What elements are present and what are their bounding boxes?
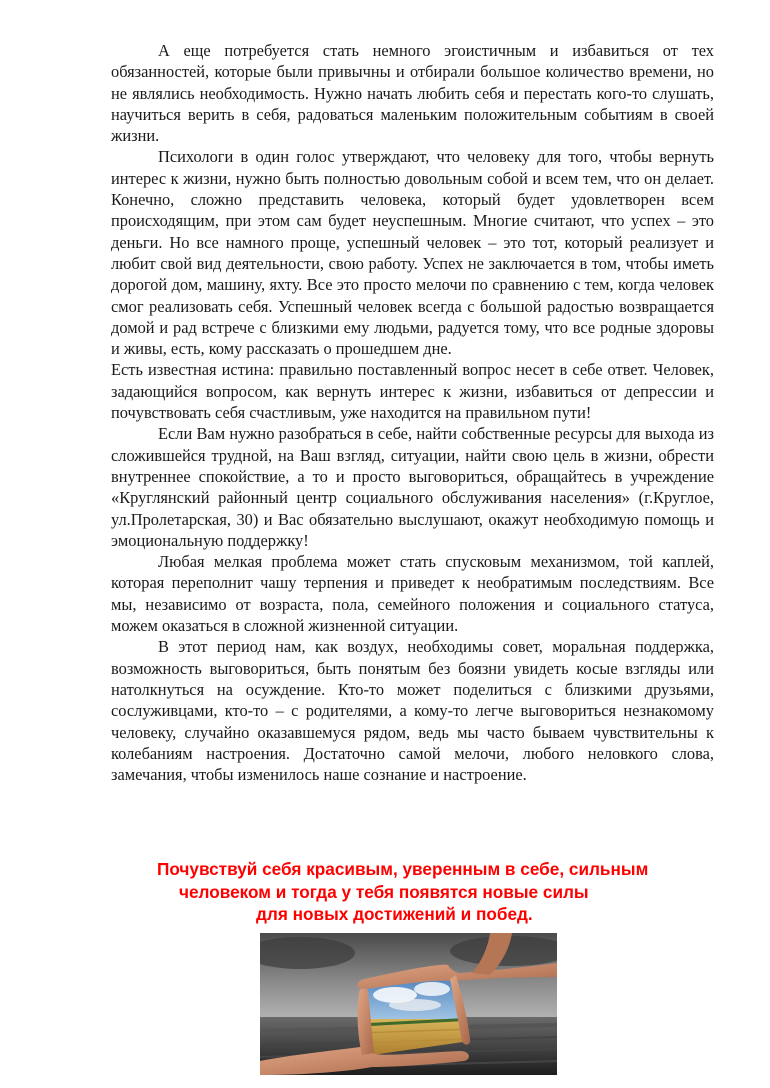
hands-frame-photo <box>260 933 557 1075</box>
paragraph-5: Любая мелкая проблема может стать спусковым механизмом, той каплей, которая переполнит чашу терпения и приведет к необратимым последствиям. Все мы, независимо от возраста, пола, семейного положения и социального статуса, можем оказаться в сложной жизненной ситуации. <box>111 552 714 636</box>
paragraph-4: Если Вам нужно разобраться в себе, найти собственные ресурсы для выхода из сложившейся трудной, на Ваш взгляд, ситуации, найти свою цель в жизни, обрести внутреннее спокойствие, а то и просто выговориться, обращайтесь в учреждение «Круглянский районный центр социального обслуживания населения» (г.Круглое, ул.Пролетарская, 30) и Вас обязательно выслушают, окажут необходимую помощь и эмоциональную поддержку! <box>111 424 714 550</box>
photo-illustration <box>260 933 557 1075</box>
slogan-line-2: человеком и тогда у тебя появятся новые силы <box>179 881 589 902</box>
paragraph-3: Есть известная истина: правильно поставленный вопрос несет в себе ответ. Человек, задающийся вопросом, как вернуть интерес к жизни, избавиться от депрессии и почувствовать себя счастливым, уже находится на правильном пути! <box>111 360 714 423</box>
slogan-line-3: для новых достижений и побед. <box>256 904 533 924</box>
paragraph-6: В этот период нам, как воздух, необходимы совет, моральная поддержка, возможность выговориться, быть понятым без боязни увидеть косые взгляды или натолкнуться на осуждение. Кто-то может поделиться с близкими друзьями, сослуживцами, кто-то – с родителями, а кому-то легче выговориться незнакомому человеку, случайно оказавшемуся рядом, ведь мы часто бываем чувствительны к колебаниям настроения. Достаточно самой мелочи, любого неловкого слова, замечания, чтобы изменилось наше сознание и настроение. <box>111 637 714 785</box>
paragraph-1: А еще потребуется стать немного эгоистичным и избавиться от тех обязанностей, которые были привычны и отбирали большое количество времени, но не являлись необходимость. Нужно начать любить себя и перестать кого-то слушать, научиться верить в себя, радоваться маленьким положительным событиям в своей жизни. <box>111 41 714 146</box>
motivational-slogan <box>111 858 714 926</box>
article-body <box>111 40 714 785</box>
paragraph-2: Психологи в один голос утверждают, что человеку для того, чтобы вернуть интерес к жизни, нужно быть полностью довольным собой и всем тем, что он делает. Конечно, сложно представить человека, который будет удовлетворен всем происходящим, при этом сам будет неуспешным. Многие считают, что успех – это деньги. Но все намного проще, успешный человек – это тот, который реализует и любит свой вид деятельности, свою работу. Успех не заключается в том, чтобы иметь дорогой дом, машину, яхту. Все это просто мелочи по сравнению с тем, когда человек смог реализовать себя. Успешный человек всегда с большой радостью возвращается домой и рад встрече с близкими ему людьми, радуется тому, что все родные здоровы и живы, есть, кому рассказать о прошедшем дне. <box>111 147 714 359</box>
slogan-line-1: Почувствуй себя красивым, уверенным в себе, сильным <box>157 859 649 879</box>
